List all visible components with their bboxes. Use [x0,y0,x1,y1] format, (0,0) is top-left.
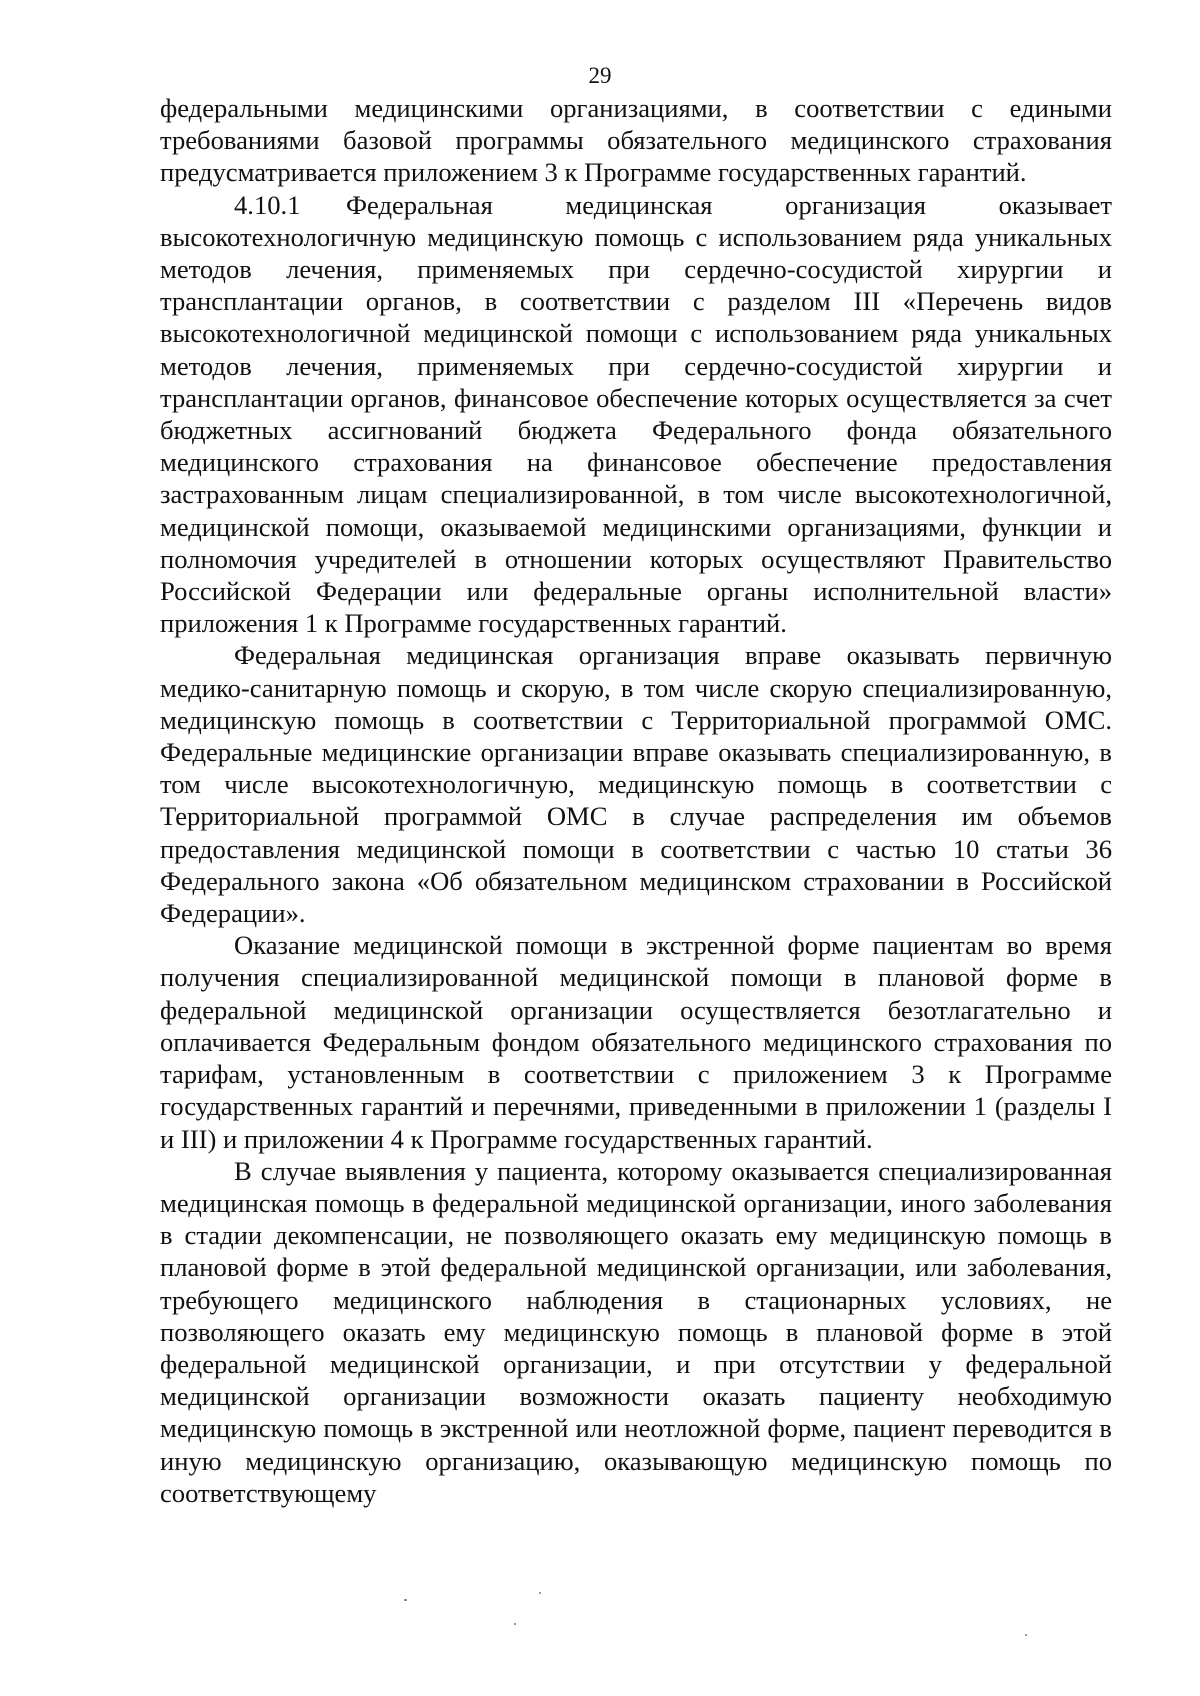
scan-speck [514,1623,516,1625]
section-text: Федеральная медицинская организация оказывает высокотехнологичную медицинскую помощь с использованием ряда уникальных методов лечения, применяемых при сердечно-сосудистой хирургии и трансплантации органов, в соответствии с разделом III «Перечень видов высокотехнологичной медицинской помощи с использованием ряда уникальных методов лечения, применяемых при сердечно-сосудистой хирургии и трансплантации органов, финансовое обеспечение которых осуществляется за счет бюджетных ассигнований бюджета Федерального фонда обязательного медицинского страхования на финансовое обеспечение предоставления застрахованным лицам специализированной, в том числе высокотехнологичной, медицинской помощи, оказываемой медицинскими организациями, функции и полномочия учредителей в отношении которых осуществляют Правительство Российской Федерации или федеральные органы исполнительной власти» приложения 1 к Программе государственных гарантий. [160,189,1112,639]
page-number: 29 [588,63,612,88]
section-number: 4.10.1 [234,189,301,220]
scan-speck [539,1592,541,1594]
scan-speck [404,1599,407,1601]
scan-speck [1025,1634,1027,1636]
document-body [160,92,1112,1509]
paragraph-primary-care: Федеральная медицинская организация вправе оказывать первичную медико-санитарную помощь и скорую, в том числе скорую специализированную, медицинскую помощь в соответствии с Территориальной программой ОМС. Федеральные медицинские организации вправе оказывать специализированную, в том числе высокотехнологичную, медицинскую помощь в соответствии с Территориальной программой ОМС в случае распределения им объемов предоставления медицинской помощи в соответствии с частью 10 статьи 36 Федерального закона «Об обязательном медицинском страховании в Российской Федерации». [160,640,1112,929]
paragraph-continuation: федеральными медицинскими организациями, в соответствии с едиными требованиями базовой программы обязательного медицинского страхования предусматривается приложением 3 к Программе государственных гарантий. [160,93,1112,188]
paragraph-patient-transfer: В случае выявления у пациента, которому оказывается специализированная медицинская помощь в федеральной медицинской организации, иного заболевания в стадии декомпенсации, не позволяющего оказать ему медицинскую помощь в плановой форме в этой федеральной медицинской организации, или заболевания, требующего медицинского наблюдения в стационарных условиях, не позволяющего оказать ему медицинскую помощь в плановой форме в этой федеральной медицинской организации, и при отсутствии у федеральной медицинской организации возможности оказать пациенту необходимую медицинскую помощь в экстренной или неотложной форме, пациент переводится в иную медицинскую организацию, оказывающую медицинскую помощь по соответствующему [160,1155,1112,1508]
paragraph-section-4-10-1 [160,189,1112,640]
paragraph-emergency-care: Оказание медицинской помощи в экстренной форме пациентам во время получения специализированной медицинской помощи в плановой форме в федеральной медицинской организации осуществляется безотлагательно и оплачивается Федеральным фондом обязательного медицинского страхования по тарифам, установленным в соответствии с приложением 3 к Программе государственных гарантий и перечнями, приведенными в приложении 1 (разделы I и III) и приложении 4 к Программе государственных гарантий. [160,930,1112,1154]
